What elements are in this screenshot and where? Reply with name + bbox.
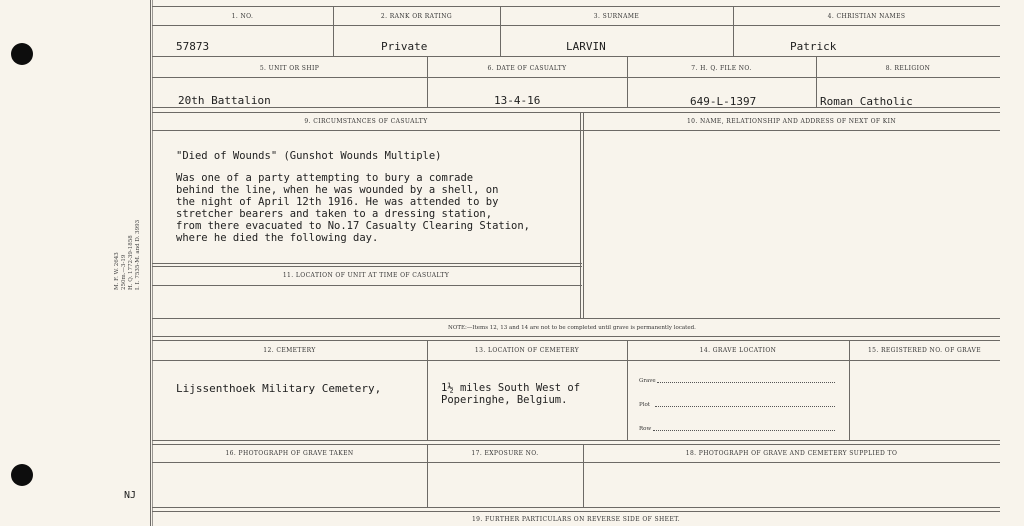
unit-value: 20th Battalion: [178, 94, 271, 107]
label-hq-file: 7. H. Q. FILE NO.: [691, 65, 752, 72]
christian-names-value: Patrick: [790, 40, 837, 53]
note-text: NOTE:—Items 12, 13 and 14 are not to be completed until grave is permanently located.: [448, 325, 696, 331]
cemetery-location-value: 1½ miles South West of Poperinghe, Belgium.: [441, 382, 581, 406]
punch-hole-top: [11, 43, 33, 65]
label-cemetery: 12. CEMETERY: [263, 347, 316, 354]
label-unit: 5. UNIT OR SHIP: [259, 65, 320, 72]
grave-label: Grave: [639, 378, 656, 384]
label-rank: 2. RANK OR RATING: [380, 13, 453, 20]
clerk-initials: NJ: [124, 490, 137, 501]
service-number: 57873: [176, 40, 210, 53]
religion-value: Roman Catholic: [820, 95, 913, 108]
cemetery-value: Lijssenthoek Military Cemetery,: [176, 382, 382, 395]
label-religion: 8. RELIGION: [885, 65, 931, 72]
form-print-code: M. F. W. 2643 250m.—3-19 H. Q. 1772-39-1858 I. I. 7535-M. and D. 3993: [114, 219, 141, 290]
row-label: Row: [639, 426, 652, 432]
label-date: 6. DATE OF CASUALTY: [487, 65, 567, 72]
label-photo-supplied: 18. PHOTOGRAPH OF GRAVE AND CEMETERY SUPPLIED TO: [685, 450, 898, 457]
label-next-of-kin: 10. NAME, RELATIONSHIP AND ADDRESS OF NEXT OF KIN: [686, 118, 897, 125]
label-photo-taken: 16. PHOTOGRAPH OF GRAVE TAKEN: [225, 450, 354, 457]
label-no: 1. NO.: [231, 13, 254, 20]
label-circumstances: 9. CIRCUMSTANCES OF CASUALTY: [304, 118, 428, 125]
surname-value: LARVIN: [566, 40, 606, 53]
hq-file-value: 649-L-1397: [690, 95, 757, 108]
label-exposure: 17. EXPOSURE NO.: [471, 450, 539, 457]
punch-hole-bottom: [11, 464, 33, 486]
label-registered-no: 15. REGISTERED NO. OF GRAVE: [867, 347, 982, 354]
date-value: 13-4-16: [494, 94, 541, 107]
plot-label: Plot: [639, 402, 650, 408]
label-location-of-cemetery: 13. LOCATION OF CEMETERY: [474, 347, 580, 354]
label-further-particulars: 19. FURTHER PARTICULARS ON REVERSE SIDE OF SHEET.: [471, 516, 681, 523]
label-grave-location: 14. GRAVE LOCATION: [699, 347, 777, 354]
label-location-of-unit: 11. LOCATION OF UNIT AT TIME OF CASUALTY: [282, 272, 450, 279]
circumstances-title: "Died of Wounds" (Gunshot Wounds Multiple): [176, 150, 442, 162]
label-surname: 3. SURNAME: [593, 13, 640, 20]
circumstances-body: Was one of a party attempting to bury a comrade behind the line, when he was wounded by a shell, on the night of April 12th 1916. He was attended to by stretcher bearers and taken to a dressing station, from there evacuated to No.17 Casualty Clearing Station, where he died the following day.: [176, 172, 531, 244]
rank-value: Private: [381, 40, 428, 53]
label-christian-names: 4. CHRISTIAN NAMES: [827, 13, 906, 20]
